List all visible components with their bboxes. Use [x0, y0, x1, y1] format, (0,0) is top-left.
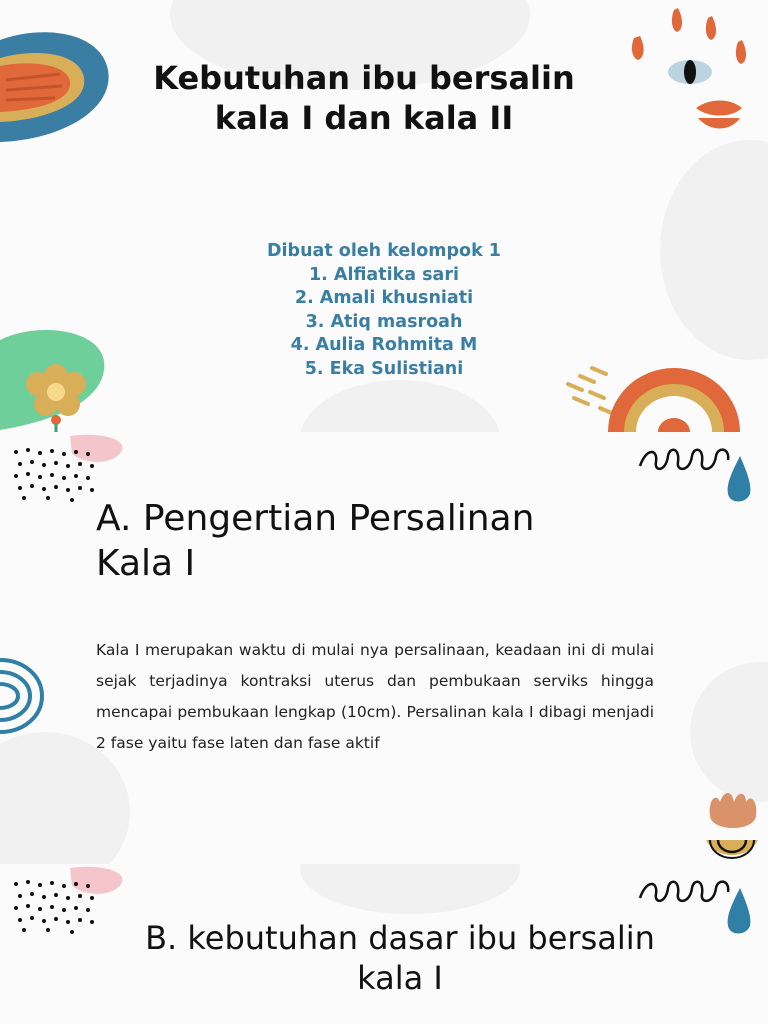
spiral-icon: [0, 654, 46, 738]
title-line: Kebutuhan ibu bersalin: [153, 59, 575, 97]
background-blob: [690, 662, 768, 802]
face-drops-icon: [620, 0, 768, 140]
presentation-title: [100, 58, 628, 138]
heading-line: B. kebutuhan dasar ibu bersalin: [145, 919, 655, 957]
tulip-icon: [700, 788, 768, 864]
author-item: 4. Aulia Rohmita M: [290, 335, 478, 355]
section-heading: [96, 496, 656, 586]
slide-kebutuhan: [0, 864, 768, 1024]
rainbow-icon: [560, 360, 768, 432]
abstract-blob-icon: [0, 30, 112, 148]
background-blob: [660, 140, 768, 360]
author-item: 2. Amali khusniati: [294, 288, 474, 308]
author-item: 5. Eka Sulistiani: [304, 358, 464, 379]
author-list: [184, 240, 584, 381]
heading-line: A. Pengertian Persalinan: [96, 498, 535, 539]
background-blob: [300, 380, 500, 432]
background-blob: [300, 864, 520, 914]
author-item: 1. Alfiatika sari: [309, 264, 459, 285]
body-paragraph: Kala I merupakan waktu di mulai nya persalinaan, keadaan ini di mulai sejak terjadinya kontraksi uterus dan pembukaan serviks hingga mencapai pembukaan lengkap (10cm). Persalinan kala I dibagi menjadi 2 fase yaitu fase laten dan fase aktif: [96, 641, 654, 752]
author-list-heading: Dibuat oleh kelompok 1: [267, 241, 501, 261]
heading-line: Kala I: [96, 543, 196, 584]
title-line: kala I dan kala II: [214, 99, 514, 137]
section-heading: [110, 918, 690, 998]
flower-icon: [0, 320, 110, 432]
author-item: 3. Atiq masroah: [305, 311, 463, 332]
slide-title: [0, 0, 768, 432]
heading-line: kala I: [357, 959, 443, 997]
slide-pengertian: [0, 432, 768, 864]
